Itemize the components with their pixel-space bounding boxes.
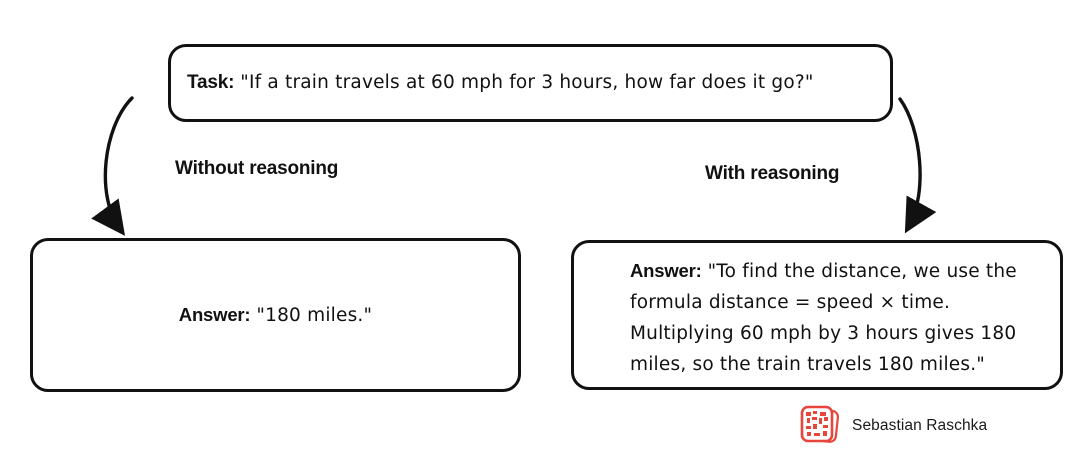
answer-without-label: Answer: xyxy=(178,304,251,325)
signature xyxy=(799,403,987,449)
label-with-reasoning: With reasoning xyxy=(705,163,840,184)
label-without-reasoning: Without reasoning xyxy=(175,158,339,179)
answer-with-label: Answer: xyxy=(630,260,702,281)
arrow-with-reasoning xyxy=(900,99,920,226)
answer-box-with-reasoning xyxy=(571,240,1063,390)
signature-name: Sebastian Raschka xyxy=(852,417,988,434)
answer-with-text xyxy=(630,256,1040,380)
arrow-without-reasoning xyxy=(105,98,132,229)
task-quote: "If a train travels at 60 mph for 3 hours, how far does it go?" xyxy=(240,72,814,93)
answer-without-text xyxy=(179,304,372,326)
answer-box-without-reasoning xyxy=(30,238,521,392)
answer-with-quote: "To find the distance, we use the formula distance = speed × time. Multiplying 60 mph by 3 hours gives 180 miles, so the train travels 180 miles." xyxy=(630,261,1017,375)
task-box xyxy=(168,44,893,122)
task-label: Task: xyxy=(187,72,235,93)
task-text xyxy=(187,72,814,94)
red-seal-stamp-icon xyxy=(799,403,843,449)
answer-without-quote: "180 miles." xyxy=(256,305,373,326)
